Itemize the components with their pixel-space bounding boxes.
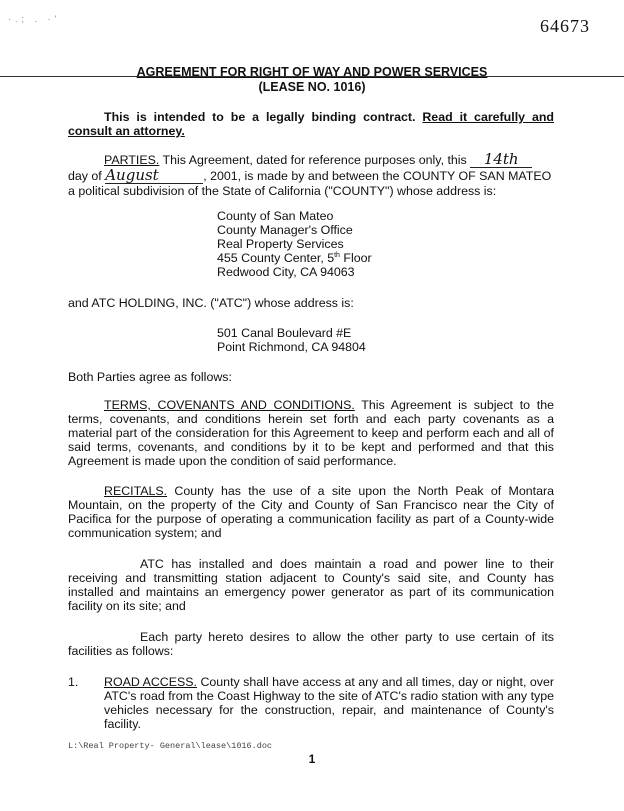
parties-text-2: day of [68,169,102,183]
atc-address-line: Point Richmond, CA 94804 [217,340,366,354]
month-blank [105,168,203,184]
recitals-paragraph-2 [68,557,554,613]
item-1-road-access [104,675,554,731]
agreement-title [0,65,624,95]
atc-address-line: 501 Canal Boulevard #E [217,326,352,340]
title-line-1: AGREEMENT FOR RIGHT OF WAY AND POWER SERVICES [136,65,488,79]
title-line-2: (LEASE NO. 1016) [258,80,366,94]
page-number: 1 [308,752,316,766]
recitals-paragraph-3 [68,630,554,658]
handwritten-day: 14th [483,150,519,168]
county-address-line: County Manager's Office [217,223,353,237]
county-address-line: Real Property Services [217,237,344,251]
terms-heading: TERMS, COVENANTS AND CONDITIONS. [104,398,355,412]
item-1-text: County shall have access at any and all times, day or night, over ATC's road from the Coast Highway to the site of ATC's radio station with any type vehicles necessary for the construction, repair, and maintenance of County's facility. [104,675,554,731]
parties-heading: PARTIES. [104,153,160,167]
legal-notice [68,110,554,138]
item-1-heading: ROAD ACCESS. [104,675,197,689]
county-address [217,209,372,279]
terms-paragraph [68,398,554,468]
terms-text: This Agreement is subject to the terms, covenants, and conditions herein set forth and each party covenants as a material part of the consideration for this Agreement to keep and perform each and all of said terms, covenants, and conditions by it to be kept and performed and that this Agreement is made upon the condition of said performance. [68,398,555,468]
agree-line: Both Parties agree as follows: [68,370,232,384]
county-address-line: County of San Mateo [217,209,334,223]
legal-notice-text: This is intended to be a legally binding contract. [104,110,416,124]
item-1-number: 1. [68,675,79,689]
handwritten-month: August [105,166,159,184]
recitals-text-3: Each party hereto desires to allow the other party to use certain of its facilities as follows: [68,630,554,658]
parties-text-4: a political subdivision of the State of California ("COUNTY") whose address is: [68,184,497,198]
recitals-paragraph [68,484,554,540]
parties-paragraph [68,152,554,198]
atc-intro: and ATC HOLDING, INC. ("ATC") whose address is: [68,296,354,310]
county-address-line: Redwood City, CA 94063 [217,265,355,279]
parties-text-1: This Agreement, dated for reference purposes only, this [162,153,467,167]
recitals-text-2: ATC has installed and does maintain a road and power line to their receiving and transmitting station adjacent to County's said site, and County has installed and maintains an emergency power generator as part of its communication facility on its site; and [68,557,554,613]
scan-specks: ·.; . ·' [8,14,61,24]
header-rule [0,76,624,77]
legal-notice-emphasis: Read it carefully and consult an attorney. [68,110,554,138]
document-number: 64673 [540,16,590,36]
day-blank [470,152,532,168]
recitals-heading: RECITALS. [104,484,168,498]
recitals-text: County has the use of a site upon the North Peak of Montara Mountain, on the property of the City and County of San Francisco near the City of Pacifica for the purpose of operating a communication facility as part of a County-wide communication system; and [68,484,554,540]
county-address-line: 455 County Center, 5th Floor [217,251,372,265]
atc-address [217,326,366,354]
parties-text-3: , 2001, is made by and between the COUNTY OF SAN MATEO [203,169,552,183]
file-path-footer: L:\Real Property- General\lease\1016.doc [68,741,273,751]
